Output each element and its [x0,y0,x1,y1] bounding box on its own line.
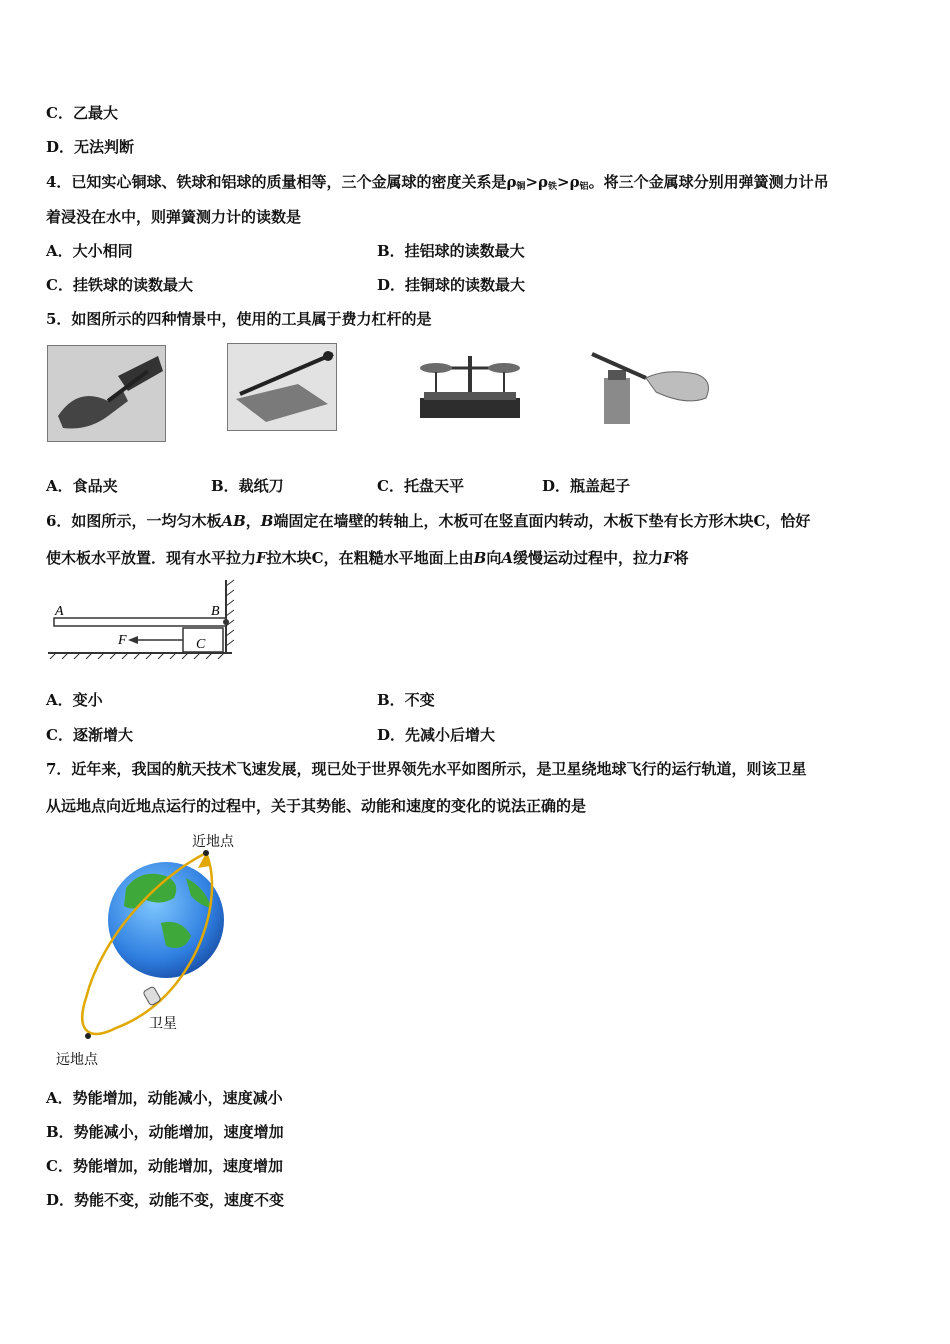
q4-stem-line1 [46,172,829,197]
q6-var-b: B [260,512,274,530]
label-c: C [196,637,206,652]
label-a: A [55,604,64,619]
q4-stem-line2: 着浸没在水中，则弹簧测力计的读数是 [46,208,302,226]
perigee-point [203,850,209,856]
q6-text-c: 端固定在墙壁的转轴上，木板可在竖直面内转动，木板下垫有长方形木块C，恰好 [273,512,811,530]
wall-hatching [226,580,234,646]
q4-option-c: C．挂铁球的读数最大 [46,276,193,294]
q6-text-e: 拉木块C，在粗糙水平地面上由 [266,549,474,567]
q4-option-b: B．挂铝球的读数最大 [377,242,525,260]
q6-var-ab: AB [221,512,246,530]
q6-option-a: A．变小 [46,691,103,709]
board-ab [54,618,226,626]
q5-stem: 5．如图所示的四种情景中，使用的工具属于费力杠杆的是 [46,310,432,328]
pivot-b [223,619,229,625]
rho-subscript-copper: 铜 [516,182,526,192]
paper-cutter-icon [228,344,336,430]
paper-cutter-photo [227,343,337,431]
q6-var-f: F [256,549,267,567]
q6-text-g: 缓慢运动过程中，拉力 [512,549,663,567]
q6-stem-line1 [46,511,810,531]
q6-option-b: B．不变 [377,691,435,709]
q5-option-a: A．食品夹 [46,477,118,495]
q7-option-b: B．势能减小，动能增加，速度增加 [46,1123,284,1141]
apogee-label: 远地点 [56,1052,98,1068]
food-tongs-photo [47,345,166,442]
q7-stem-line2: 从远地点向近地点运行的过程中，关于其势能、动能和速度的变化的说法正确的是 [46,797,587,815]
q4-stem-text-b: 。将三个金属球分别用弹簧测力计吊 [588,173,829,191]
lever-board-diagram [46,578,238,660]
q5-option-d: D．瓶盖起子 [542,477,631,495]
q6-var-b2: B [473,549,487,567]
satellite-label: 卫星 [149,1016,177,1032]
balance-scale-icon [414,346,526,422]
q6-text-b: ， [245,512,261,530]
q6-text-f: 向 [486,549,502,567]
q4-option-a: A．大小相同 [46,242,133,260]
force-arrowhead [128,636,138,644]
q6-text-d: 使木板水平放置．现有水平拉力 [46,549,257,567]
q6-var-a: A [501,549,513,567]
q6-option-d: D．先减小后增大 [377,726,496,744]
q7-option-d: D．势能不变，动能不变，速度不变 [46,1191,285,1209]
bottle-opener-icon [586,348,717,424]
rho-subscript-aluminum: 铝 [579,182,589,192]
q7-option-a: A．势能增加，动能减小，速度减小 [46,1089,283,1107]
q6-stem-line2 [46,548,689,568]
q6-text-a: 6．如图所示，一均匀木板 [46,512,222,530]
balance-scale-photo [414,346,526,422]
satellite-orbit-diagram [46,828,246,1073]
q3-option-d: D．无法判断 [46,138,135,156]
q7-stem-line1: 7．近年来，我国的航天技术飞速发展，现已处于世界领先水平如图所示，是卫星绕地球飞行的运行轨道，则该卫星 [46,760,807,778]
label-b: B [211,604,220,619]
q3-option-c: C．乙最大 [46,104,118,122]
food-tongs-icon [48,346,165,441]
q7-option-c: C．势能增加，动能增加，速度增加 [46,1157,283,1175]
perigee-label: 近地点 [192,834,234,850]
gt-rho-2: >ρ [557,173,580,191]
q6-text-h: 将 [673,549,689,567]
q4-stem-text-a: 4．已知实心铜球、铁球和铝球的质量相等，三个金属球的密度关系是ρ [46,173,517,191]
apogee-point [85,1033,91,1039]
gt-rho-1: >ρ [525,173,548,191]
q4-option-d: D．挂铜球的读数最大 [377,276,526,294]
q6-option-c: C．逐渐增大 [46,726,133,744]
q5-option-c: C．托盘天平 [377,477,464,495]
label-f: F [118,633,127,648]
bottle-opener-photo [586,348,717,424]
q5-option-b: B．裁纸刀 [211,477,284,495]
q6-var-f2: F [662,549,674,567]
rho-subscript-iron: 铁 [547,182,557,192]
